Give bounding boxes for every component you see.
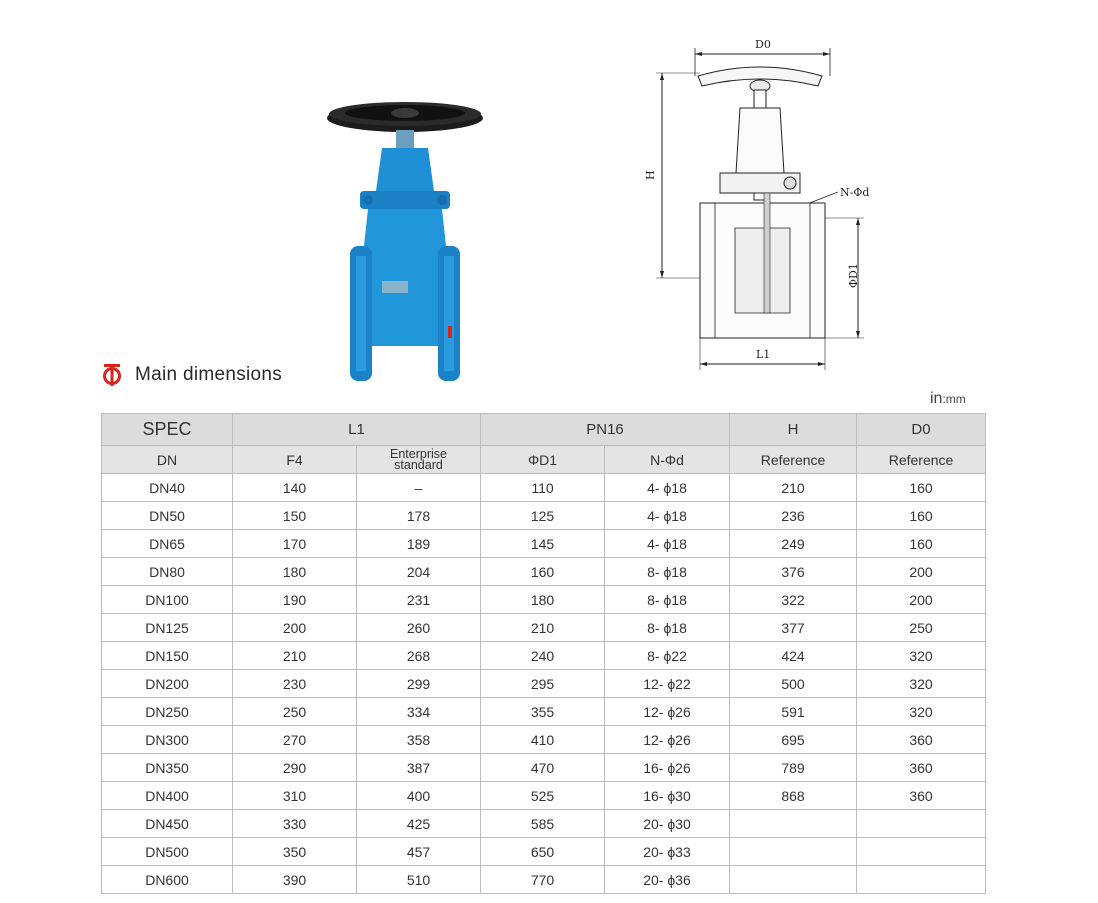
cell-h bbox=[730, 866, 857, 894]
nd-label: N-Φd bbox=[840, 186, 870, 199]
cell-d0: 160 bbox=[857, 474, 986, 502]
cell-f4: 150 bbox=[233, 502, 357, 530]
cell-h: 424 bbox=[730, 642, 857, 670]
cell-f4: 210 bbox=[233, 642, 357, 670]
cell-d0 bbox=[857, 810, 986, 838]
cell-dn: DN50 bbox=[102, 502, 233, 530]
cell-enterprise: 400 bbox=[357, 782, 481, 810]
cell-f4: 290 bbox=[233, 754, 357, 782]
cell-h: 377 bbox=[730, 614, 857, 642]
cell-f4: 140 bbox=[233, 474, 357, 502]
cell-enterprise: 260 bbox=[357, 614, 481, 642]
header-d0-reference: Reference bbox=[857, 446, 986, 474]
cell-dn: DN125 bbox=[102, 614, 233, 642]
cell-f4: 390 bbox=[233, 866, 357, 894]
cell-nd: 12- ϕ22 bbox=[605, 670, 730, 698]
cell-d0: 160 bbox=[857, 530, 986, 558]
cell-nd: 20- ϕ33 bbox=[605, 838, 730, 866]
cell-dn: DN65 bbox=[102, 530, 233, 558]
cell-nd: 16- ϕ26 bbox=[605, 754, 730, 782]
header-enterprise-standard: Enterprise standard bbox=[357, 446, 481, 474]
cell-f4: 170 bbox=[233, 530, 357, 558]
cell-d0: 360 bbox=[857, 782, 986, 810]
table-row bbox=[102, 530, 986, 558]
cell-enterprise: – bbox=[357, 474, 481, 502]
cell-f4: 270 bbox=[233, 726, 357, 754]
table-row bbox=[102, 866, 986, 894]
cell-f4: 310 bbox=[233, 782, 357, 810]
cell-d0: 320 bbox=[857, 670, 986, 698]
header-f4: F4 bbox=[233, 446, 357, 474]
cell-d1: 210 bbox=[481, 614, 605, 642]
d0-label: D0 bbox=[755, 38, 771, 51]
cell-d1: 125 bbox=[481, 502, 605, 530]
cell-enterprise: 334 bbox=[357, 698, 481, 726]
cell-d1: 295 bbox=[481, 670, 605, 698]
header-nd: N-Φd bbox=[605, 446, 730, 474]
cell-nd: 20- ϕ36 bbox=[605, 866, 730, 894]
table-row bbox=[102, 754, 986, 782]
cell-enterprise: 510 bbox=[357, 866, 481, 894]
header-l1: L1 bbox=[233, 414, 481, 446]
dimensions-table bbox=[101, 413, 986, 894]
cell-dn: DN200 bbox=[102, 670, 233, 698]
cell-nd: 8- ϕ18 bbox=[605, 614, 730, 642]
table-row bbox=[102, 810, 986, 838]
cell-f4: 330 bbox=[233, 810, 357, 838]
header-d1: ΦD1 bbox=[481, 446, 605, 474]
cell-h: 236 bbox=[730, 502, 857, 530]
cell-d0: 320 bbox=[857, 642, 986, 670]
gate-valve-photo bbox=[320, 96, 500, 386]
cell-enterprise: 299 bbox=[357, 670, 481, 698]
cell-f4: 190 bbox=[233, 586, 357, 614]
cell-enterprise: 204 bbox=[357, 558, 481, 586]
table-row bbox=[102, 586, 986, 614]
h-label: H bbox=[644, 170, 657, 180]
cell-d1: 470 bbox=[481, 754, 605, 782]
cell-dn: DN40 bbox=[102, 474, 233, 502]
cell-dn: DN250 bbox=[102, 698, 233, 726]
table-row bbox=[102, 698, 986, 726]
cell-h: 789 bbox=[730, 754, 857, 782]
table-header-row-1 bbox=[102, 414, 986, 446]
cell-dn: DN350 bbox=[102, 754, 233, 782]
cell-d0: 360 bbox=[857, 726, 986, 754]
table-row bbox=[102, 670, 986, 698]
cell-h bbox=[730, 838, 857, 866]
table-row bbox=[102, 614, 986, 642]
cell-d0 bbox=[857, 838, 986, 866]
cell-h: 500 bbox=[730, 670, 857, 698]
header-pn16: PN16 bbox=[481, 414, 730, 446]
cell-dn: DN450 bbox=[102, 810, 233, 838]
table-row bbox=[102, 474, 986, 502]
cell-nd: 8- ϕ22 bbox=[605, 642, 730, 670]
cell-h: 210 bbox=[730, 474, 857, 502]
cell-enterprise: 425 bbox=[357, 810, 481, 838]
cell-f4: 200 bbox=[233, 614, 357, 642]
cell-d1: 160 bbox=[481, 558, 605, 586]
cell-nd: 12- ϕ26 bbox=[605, 726, 730, 754]
cell-dn: DN500 bbox=[102, 838, 233, 866]
header-h-reference: Reference bbox=[730, 446, 857, 474]
cell-h: 591 bbox=[730, 698, 857, 726]
cell-d1: 650 bbox=[481, 838, 605, 866]
cell-h bbox=[730, 810, 857, 838]
cell-h: 868 bbox=[730, 782, 857, 810]
cell-d0: 200 bbox=[857, 558, 986, 586]
cell-enterprise: 358 bbox=[357, 726, 481, 754]
valve-technical-drawing bbox=[640, 28, 900, 378]
header-h: H bbox=[730, 414, 857, 446]
d1-label: ΦD1 bbox=[847, 263, 860, 288]
cell-enterprise: 178 bbox=[357, 502, 481, 530]
cell-dn: DN150 bbox=[102, 642, 233, 670]
cell-enterprise: 268 bbox=[357, 642, 481, 670]
table-row bbox=[102, 502, 986, 530]
cell-enterprise: 387 bbox=[357, 754, 481, 782]
brand-logo-icon bbox=[101, 363, 123, 387]
table-row bbox=[102, 642, 986, 670]
cell-nd: 8- ϕ18 bbox=[605, 586, 730, 614]
cell-enterprise: 231 bbox=[357, 586, 481, 614]
cell-d1: 180 bbox=[481, 586, 605, 614]
cell-d1: 585 bbox=[481, 810, 605, 838]
cell-dn: DN80 bbox=[102, 558, 233, 586]
cell-d1: 240 bbox=[481, 642, 605, 670]
cell-h: 322 bbox=[730, 586, 857, 614]
cell-d1: 110 bbox=[481, 474, 605, 502]
cell-dn: DN600 bbox=[102, 866, 233, 894]
cell-d0: 200 bbox=[857, 586, 986, 614]
cell-d1: 145 bbox=[481, 530, 605, 558]
cell-d1: 355 bbox=[481, 698, 605, 726]
cell-dn: DN300 bbox=[102, 726, 233, 754]
unit-note: in:mm bbox=[930, 390, 966, 407]
cell-f4: 250 bbox=[233, 698, 357, 726]
cell-d0: 360 bbox=[857, 754, 986, 782]
l1-label: L1 bbox=[756, 348, 771, 361]
table-row bbox=[102, 726, 986, 754]
cell-d0 bbox=[857, 866, 986, 894]
cell-d1: 525 bbox=[481, 782, 605, 810]
cell-nd: 8- ϕ18 bbox=[605, 558, 730, 586]
section-title: Main dimensions bbox=[135, 364, 283, 385]
header-dn: DN bbox=[102, 446, 233, 474]
header-d0: D0 bbox=[857, 414, 986, 446]
cell-h: 695 bbox=[730, 726, 857, 754]
cell-d0: 250 bbox=[857, 614, 986, 642]
cell-enterprise: 189 bbox=[357, 530, 481, 558]
cell-nd: 4- ϕ18 bbox=[605, 474, 730, 502]
cell-h: 249 bbox=[730, 530, 857, 558]
cell-d1: 410 bbox=[481, 726, 605, 754]
cell-h: 376 bbox=[730, 558, 857, 586]
cell-enterprise: 457 bbox=[357, 838, 481, 866]
cell-d0: 320 bbox=[857, 698, 986, 726]
cell-dn: DN100 bbox=[102, 586, 233, 614]
section-heading bbox=[101, 362, 282, 388]
cell-nd: 16- ϕ30 bbox=[605, 782, 730, 810]
cell-f4: 230 bbox=[233, 670, 357, 698]
header-spec: SPEC bbox=[102, 414, 233, 446]
cell-f4: 350 bbox=[233, 838, 357, 866]
cell-nd: 12- ϕ26 bbox=[605, 698, 730, 726]
cell-dn: DN400 bbox=[102, 782, 233, 810]
cell-nd: 4- ϕ18 bbox=[605, 502, 730, 530]
table-row bbox=[102, 558, 986, 586]
cell-d1: 770 bbox=[481, 866, 605, 894]
cell-nd: 20- ϕ30 bbox=[605, 810, 730, 838]
table-row bbox=[102, 838, 986, 866]
table-header-row-2 bbox=[102, 446, 986, 474]
cell-d0: 160 bbox=[857, 502, 986, 530]
cell-nd: 4- ϕ18 bbox=[605, 530, 730, 558]
table-row bbox=[102, 782, 986, 810]
cell-f4: 180 bbox=[233, 558, 357, 586]
